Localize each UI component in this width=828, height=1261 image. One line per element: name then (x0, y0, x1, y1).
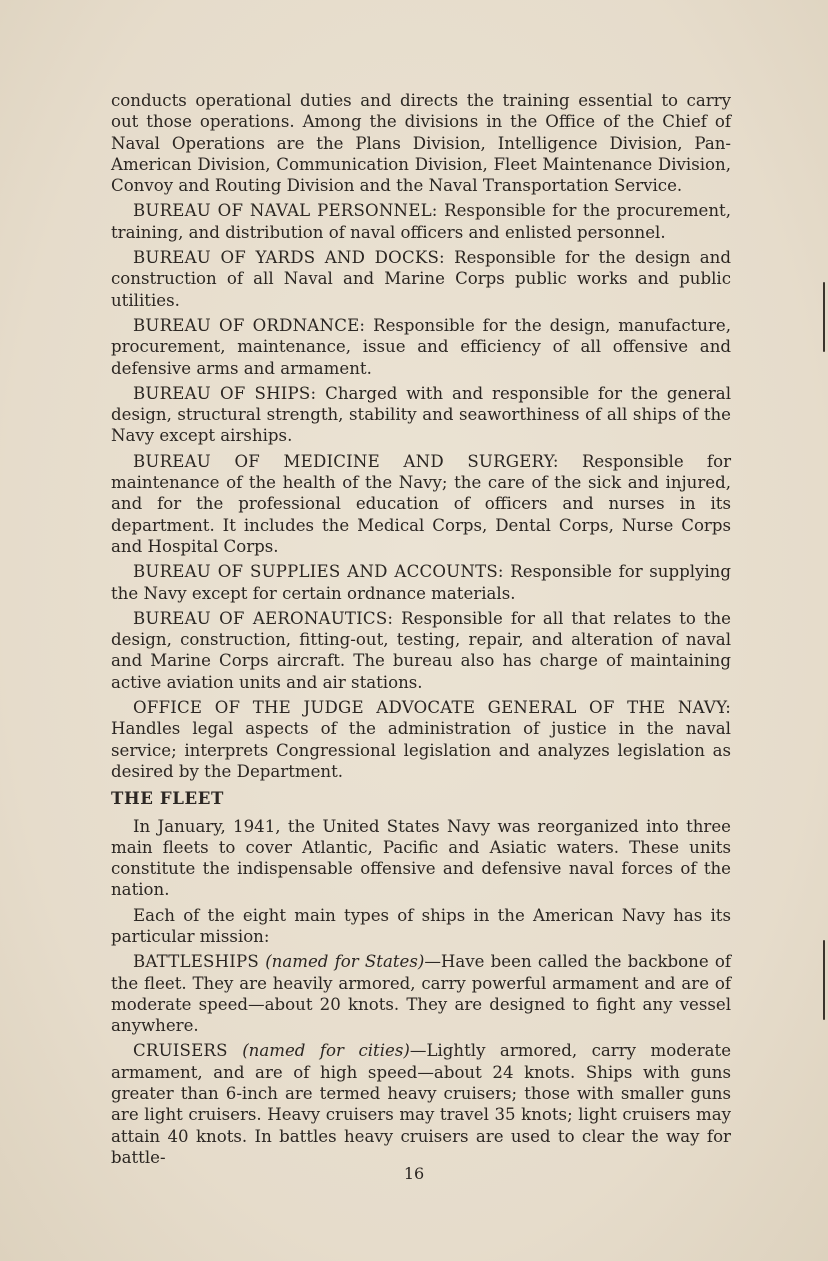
section-title-the-fleet: THE FLEET (111, 788, 224, 809)
naval-personnel-text: Responsible for the procurement, training, and distribution of naval officers and enlisted personnel. (111, 201, 732, 242)
aeronautics-paragraph (111, 608, 731, 693)
cruisers-text: —Lightly armored, carry moderate armament, and are of high speed—about 24 knots. Ships with guns greater than 6-inch are termed heavy cruisers; those with smaller guns are light cruisers. Heavy cruisers may travel 35 knots; light cruisers may attain 40 knots. In battles heavy cruisers are used to clear the way for battle- (111, 1041, 732, 1167)
naval-personnel-heading: BUREAU OF NAVAL PERSONNEL: (133, 201, 438, 221)
yards-docks-heading: BUREAU OF YARDS AND DOCKS: (133, 248, 445, 268)
cruisers-naming-note: (named for cities) (242, 1041, 410, 1061)
battleships-naming-note: (named for States) (265, 952, 425, 972)
intro-paragraph (111, 90, 731, 196)
yards-docks-text: Responsible for the design and construction of all Naval and Marine Corps public works and public utilities. (111, 248, 731, 310)
battleships-paragraph (111, 951, 731, 1036)
medicine-surgery-paragraph (111, 451, 731, 557)
ships-text: Charged with and responsible for the general design, structural strength, stability and seaworthiness of all ships of the Navy except airships. (111, 383, 732, 446)
judge-advocate-text: Handles legal aspects of the administration of justice in the naval service; interprets Congressional legislation and analyzes legislation as desired by the Department. (111, 719, 731, 781)
ships-heading: BUREAU OF SHIPS: (133, 383, 317, 403)
fleet-reorganization-text: In January, 1941, the United States Navy was reorganized into three main fleets to cover Atlantic, Pacific and Asiatic waters. These units constitute the indispensable offensive and defensive naval forces of the nation. (111, 816, 731, 900)
aeronautics-text: Responsible for all that relates to the design, construction, fitting-out, testing, repair, and alteration of naval and Marine Corps aircraft. The bureau also has charge of maintaining active aviation units and air stations. (111, 608, 731, 692)
ordnance-text: Responsible for the design, manufacture, procurement, maintenance, issue and efficiency of all offensive and defensive arms and armament. (111, 315, 732, 378)
page-body-text (111, 90, 731, 1172)
battleships-heading: BATTLESHIPS (133, 952, 259, 972)
medicine-surgery-heading: BUREAU OF MEDICINE AND SURGERY: (133, 451, 559, 471)
supplies-accounts-paragraph (111, 561, 731, 604)
ordnance-heading: BUREAU OF ORDNANCE: (133, 315, 366, 335)
ordnance-paragraph (111, 315, 731, 379)
right-edge-staple-mark-lower (823, 940, 825, 1020)
cruisers-heading: CRUISERS (133, 1041, 228, 1061)
yards-docks-paragraph (111, 247, 731, 311)
ship-types-text: Each of the eight main types of ships in the American Navy has its particular mission: (111, 905, 731, 946)
naval-personnel-paragraph (111, 200, 731, 243)
medicine-surgery-text: Responsible for maintenance of the health of the Navy; the care of the sick and injured, and for the professional education of officers and nurses in its department. It includes the Medical Corps, Dental Corps, Nurse Corps and Hospital Corps. (111, 451, 732, 556)
cruisers-paragraph (111, 1040, 731, 1168)
fleet-reorganization-paragraph (111, 816, 731, 901)
right-edge-staple-mark-upper (823, 282, 825, 352)
judge-advocate-paragraph (111, 697, 731, 782)
ship-types-paragraph (111, 905, 731, 948)
intro-paragraph-text: conducts operational duties and directs the training essential to carry out those operations. Among the divisions in the Office of the Chief of Naval Operations are the Plans Division, Intelligence Division, Pan-American Division, Communication Division, Fleet Maintenance Division, Convoy and Routing Division and the Naval Transportation Service. (111, 91, 731, 196)
ships-paragraph (111, 383, 731, 447)
aeronautics-heading: BUREAU OF AERONAUTICS: (133, 608, 394, 628)
supplies-accounts-text: Responsible for supplying the Navy except for certain ordnance materials. (111, 562, 731, 603)
judge-advocate-heading: OFFICE OF THE JUDGE ADVOCATE GENERAL OF THE NAVY: (133, 698, 731, 718)
page-number: 16 (403, 1164, 425, 1183)
battleships-text: —Have been called the backbone of the fleet. They are heavily armored, carry powerful armament and are of moderate speed—about 20 knots. They are designed to fight any vessel anywhere. (111, 952, 731, 1036)
supplies-accounts-heading: BUREAU OF SUPPLIES AND ACCOUNTS: (133, 562, 504, 582)
